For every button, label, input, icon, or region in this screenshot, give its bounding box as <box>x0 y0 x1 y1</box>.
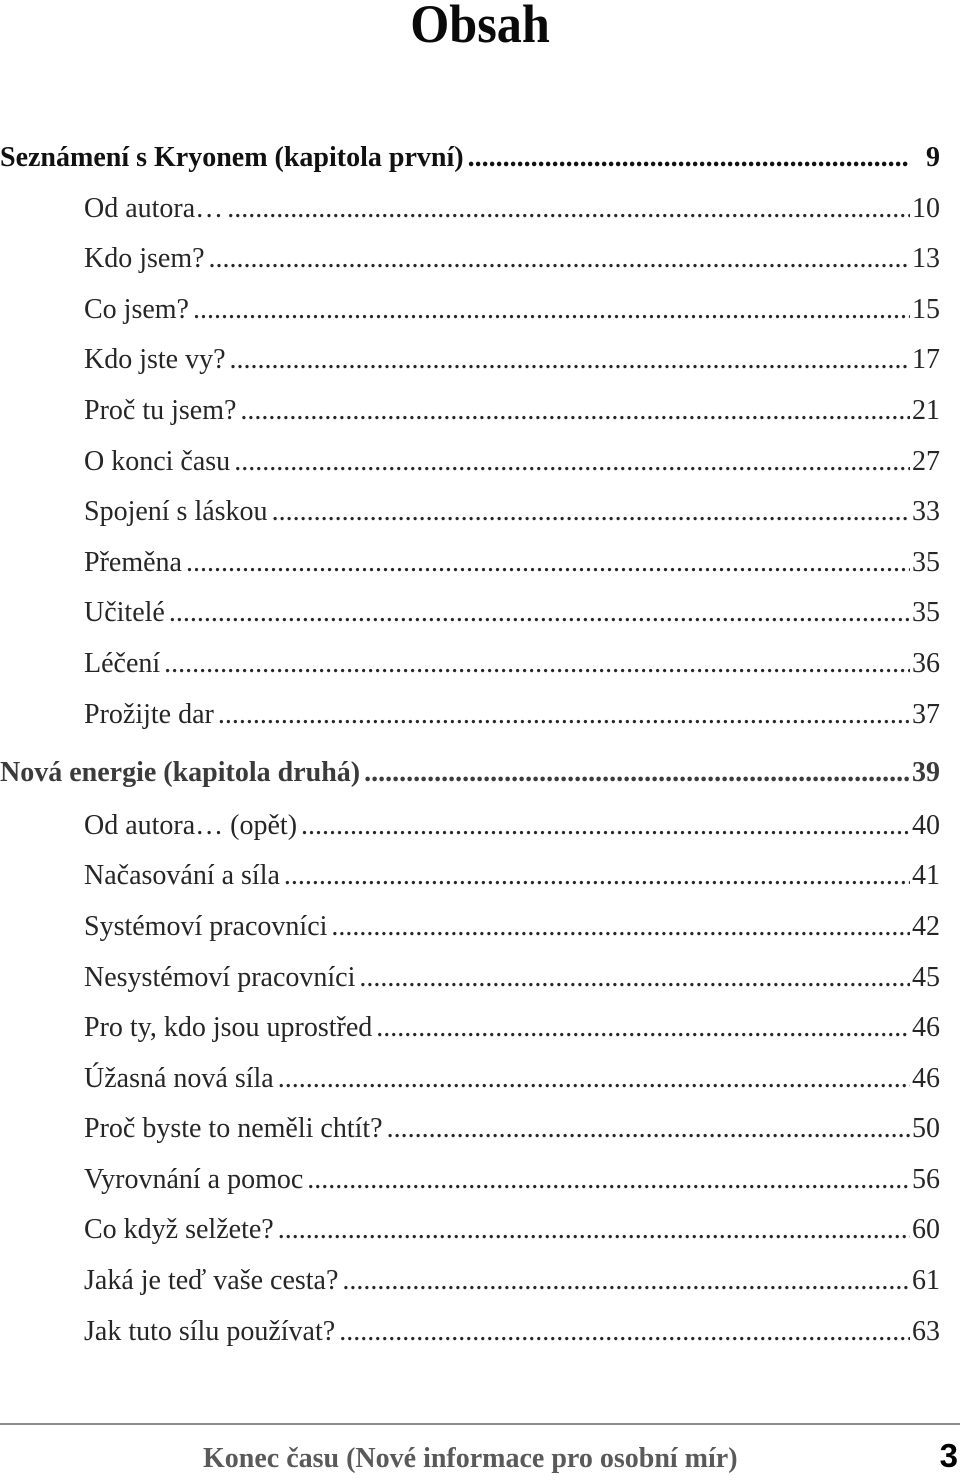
toc-title: Proč byste to neměli chtít? <box>84 1113 383 1145</box>
toc-dot-leader <box>387 1104 910 1155</box>
toc-entry-row <box>0 902 940 953</box>
toc-title: Pro ty, kdo jsou uprostřed <box>84 1012 373 1044</box>
toc-page-number: 10 <box>912 192 940 224</box>
toc-entry-row <box>0 234 940 285</box>
toc-entry-row <box>0 386 940 437</box>
toc-entry-row <box>0 953 940 1004</box>
toc-dot-leader <box>164 639 910 690</box>
toc-page-number: 27 <box>912 445 940 477</box>
toc-page-number: 15 <box>912 293 940 325</box>
toc-page-number: 46 <box>912 1012 940 1044</box>
toc-entry-row <box>0 1003 940 1054</box>
toc-page-number: 40 <box>912 809 940 841</box>
toc-entry-row <box>0 1104 940 1155</box>
toc-chapter-row <box>0 133 940 184</box>
page-title: Obsah <box>410 0 550 54</box>
toc-page-number: 46 <box>912 1062 940 1094</box>
footer-page-number: 3 <box>939 1437 958 1474</box>
toc-dot-leader <box>272 487 910 538</box>
toc-entry-row <box>0 538 940 589</box>
toc-page-number: 37 <box>912 698 940 730</box>
toc-entry-row <box>0 639 940 690</box>
toc-page-number: 13 <box>912 243 940 275</box>
toc-entry-row <box>0 335 940 386</box>
toc-title: Přeměna <box>84 546 182 578</box>
toc-dot-leader <box>339 1307 910 1358</box>
toc-dot-leader <box>218 690 910 741</box>
toc-dot-leader <box>278 1205 910 1256</box>
toc-title: Jak tuto sílu používat? <box>84 1315 336 1347</box>
toc-page-number: 9 <box>926 142 940 173</box>
footer-divider <box>0 1423 960 1425</box>
toc-page-number: 41 <box>912 860 940 892</box>
toc-page-number: 36 <box>912 647 940 679</box>
toc-title: Prožijte dar <box>84 698 214 730</box>
toc-page-number: 50 <box>912 1113 940 1145</box>
toc-page-number: 39 <box>912 757 940 789</box>
toc-page-number: 35 <box>912 546 940 578</box>
toc-title: Učitelé <box>84 597 165 629</box>
toc-title: Jaká je teď vaše cesta? <box>84 1265 339 1297</box>
toc-entry-row <box>0 1205 940 1256</box>
toc-title: Co když selžete? <box>84 1214 274 1246</box>
toc-dot-leader <box>169 588 910 639</box>
toc-dot-leader <box>468 133 910 184</box>
toc-dot-leader <box>209 234 910 285</box>
toc-title: Kdo jste vy? <box>84 344 226 376</box>
toc-page-number: 61 <box>912 1265 940 1297</box>
toc-dot-leader <box>227 184 910 235</box>
toc-dot-leader <box>342 1256 910 1307</box>
toc-title: Od autora… (opět) <box>84 809 298 841</box>
toc-page-number: 35 <box>912 597 940 629</box>
toc-title: Úžasná nová síla <box>84 1062 274 1094</box>
toc-dot-leader <box>284 851 910 902</box>
table-of-contents <box>0 133 940 1357</box>
toc-dot-leader <box>193 285 910 336</box>
toc-title: Kdo jsem? <box>84 243 205 275</box>
toc-title: Systémoví pracovníci <box>84 910 328 942</box>
toc-title: O konci času <box>84 445 231 477</box>
toc-entry-row <box>0 1054 940 1105</box>
toc-page-number: 21 <box>912 394 940 426</box>
toc-entry-row <box>0 437 940 488</box>
toc-entry-row <box>0 487 940 538</box>
toc-dot-leader <box>240 386 910 437</box>
toc-page-number: 63 <box>912 1315 940 1347</box>
toc-page-number: 56 <box>912 1163 940 1195</box>
footer-book-title: Konec času (Nové informace pro osobní mír) <box>203 1443 738 1474</box>
toc-page-number: 33 <box>912 496 940 528</box>
toc-title: Nová energie (kapitola druhá) <box>0 757 361 789</box>
toc-page-number: 60 <box>912 1214 940 1246</box>
toc-title: Načasování a síla <box>84 860 280 892</box>
toc-dot-leader <box>331 902 910 953</box>
toc-dot-leader <box>364 748 910 799</box>
toc-dot-leader <box>307 1155 910 1206</box>
toc-entry-row <box>0 285 940 336</box>
toc-dot-leader <box>186 538 910 589</box>
toc-title: Proč tu jsem? <box>84 394 237 426</box>
toc-title: Vyrovnání a pomoc <box>84 1163 304 1195</box>
toc-page-number: 45 <box>912 961 940 993</box>
toc-dot-leader <box>359 953 910 1004</box>
toc-title: Léčení <box>84 647 161 679</box>
toc-title: Spojení s láskou <box>84 496 268 528</box>
toc-dot-leader <box>230 335 910 386</box>
toc-title: Nesystémoví pracovníci <box>84 961 356 993</box>
toc-entry-row <box>0 1307 940 1358</box>
toc-entry-row <box>0 184 940 235</box>
toc-chapter-row <box>0 748 940 799</box>
toc-title: Seznámení s Kryonem (kapitola první) <box>0 142 464 173</box>
toc-page-number: 42 <box>912 910 940 942</box>
toc-entry-row <box>0 801 940 852</box>
toc-entry-row <box>0 588 940 639</box>
toc-entry-row <box>0 1155 940 1206</box>
toc-dot-leader <box>234 437 910 488</box>
toc-dot-leader <box>301 801 910 852</box>
toc-page-number: 17 <box>912 344 940 376</box>
toc-dot-leader <box>376 1003 910 1054</box>
toc-entry-row <box>0 851 940 902</box>
toc-title: Co jsem? <box>84 293 189 325</box>
toc-entry-row <box>0 1256 940 1307</box>
toc-title: Od autora… <box>84 192 224 224</box>
toc-dot-leader <box>278 1054 910 1105</box>
toc-entry-row <box>0 690 940 741</box>
